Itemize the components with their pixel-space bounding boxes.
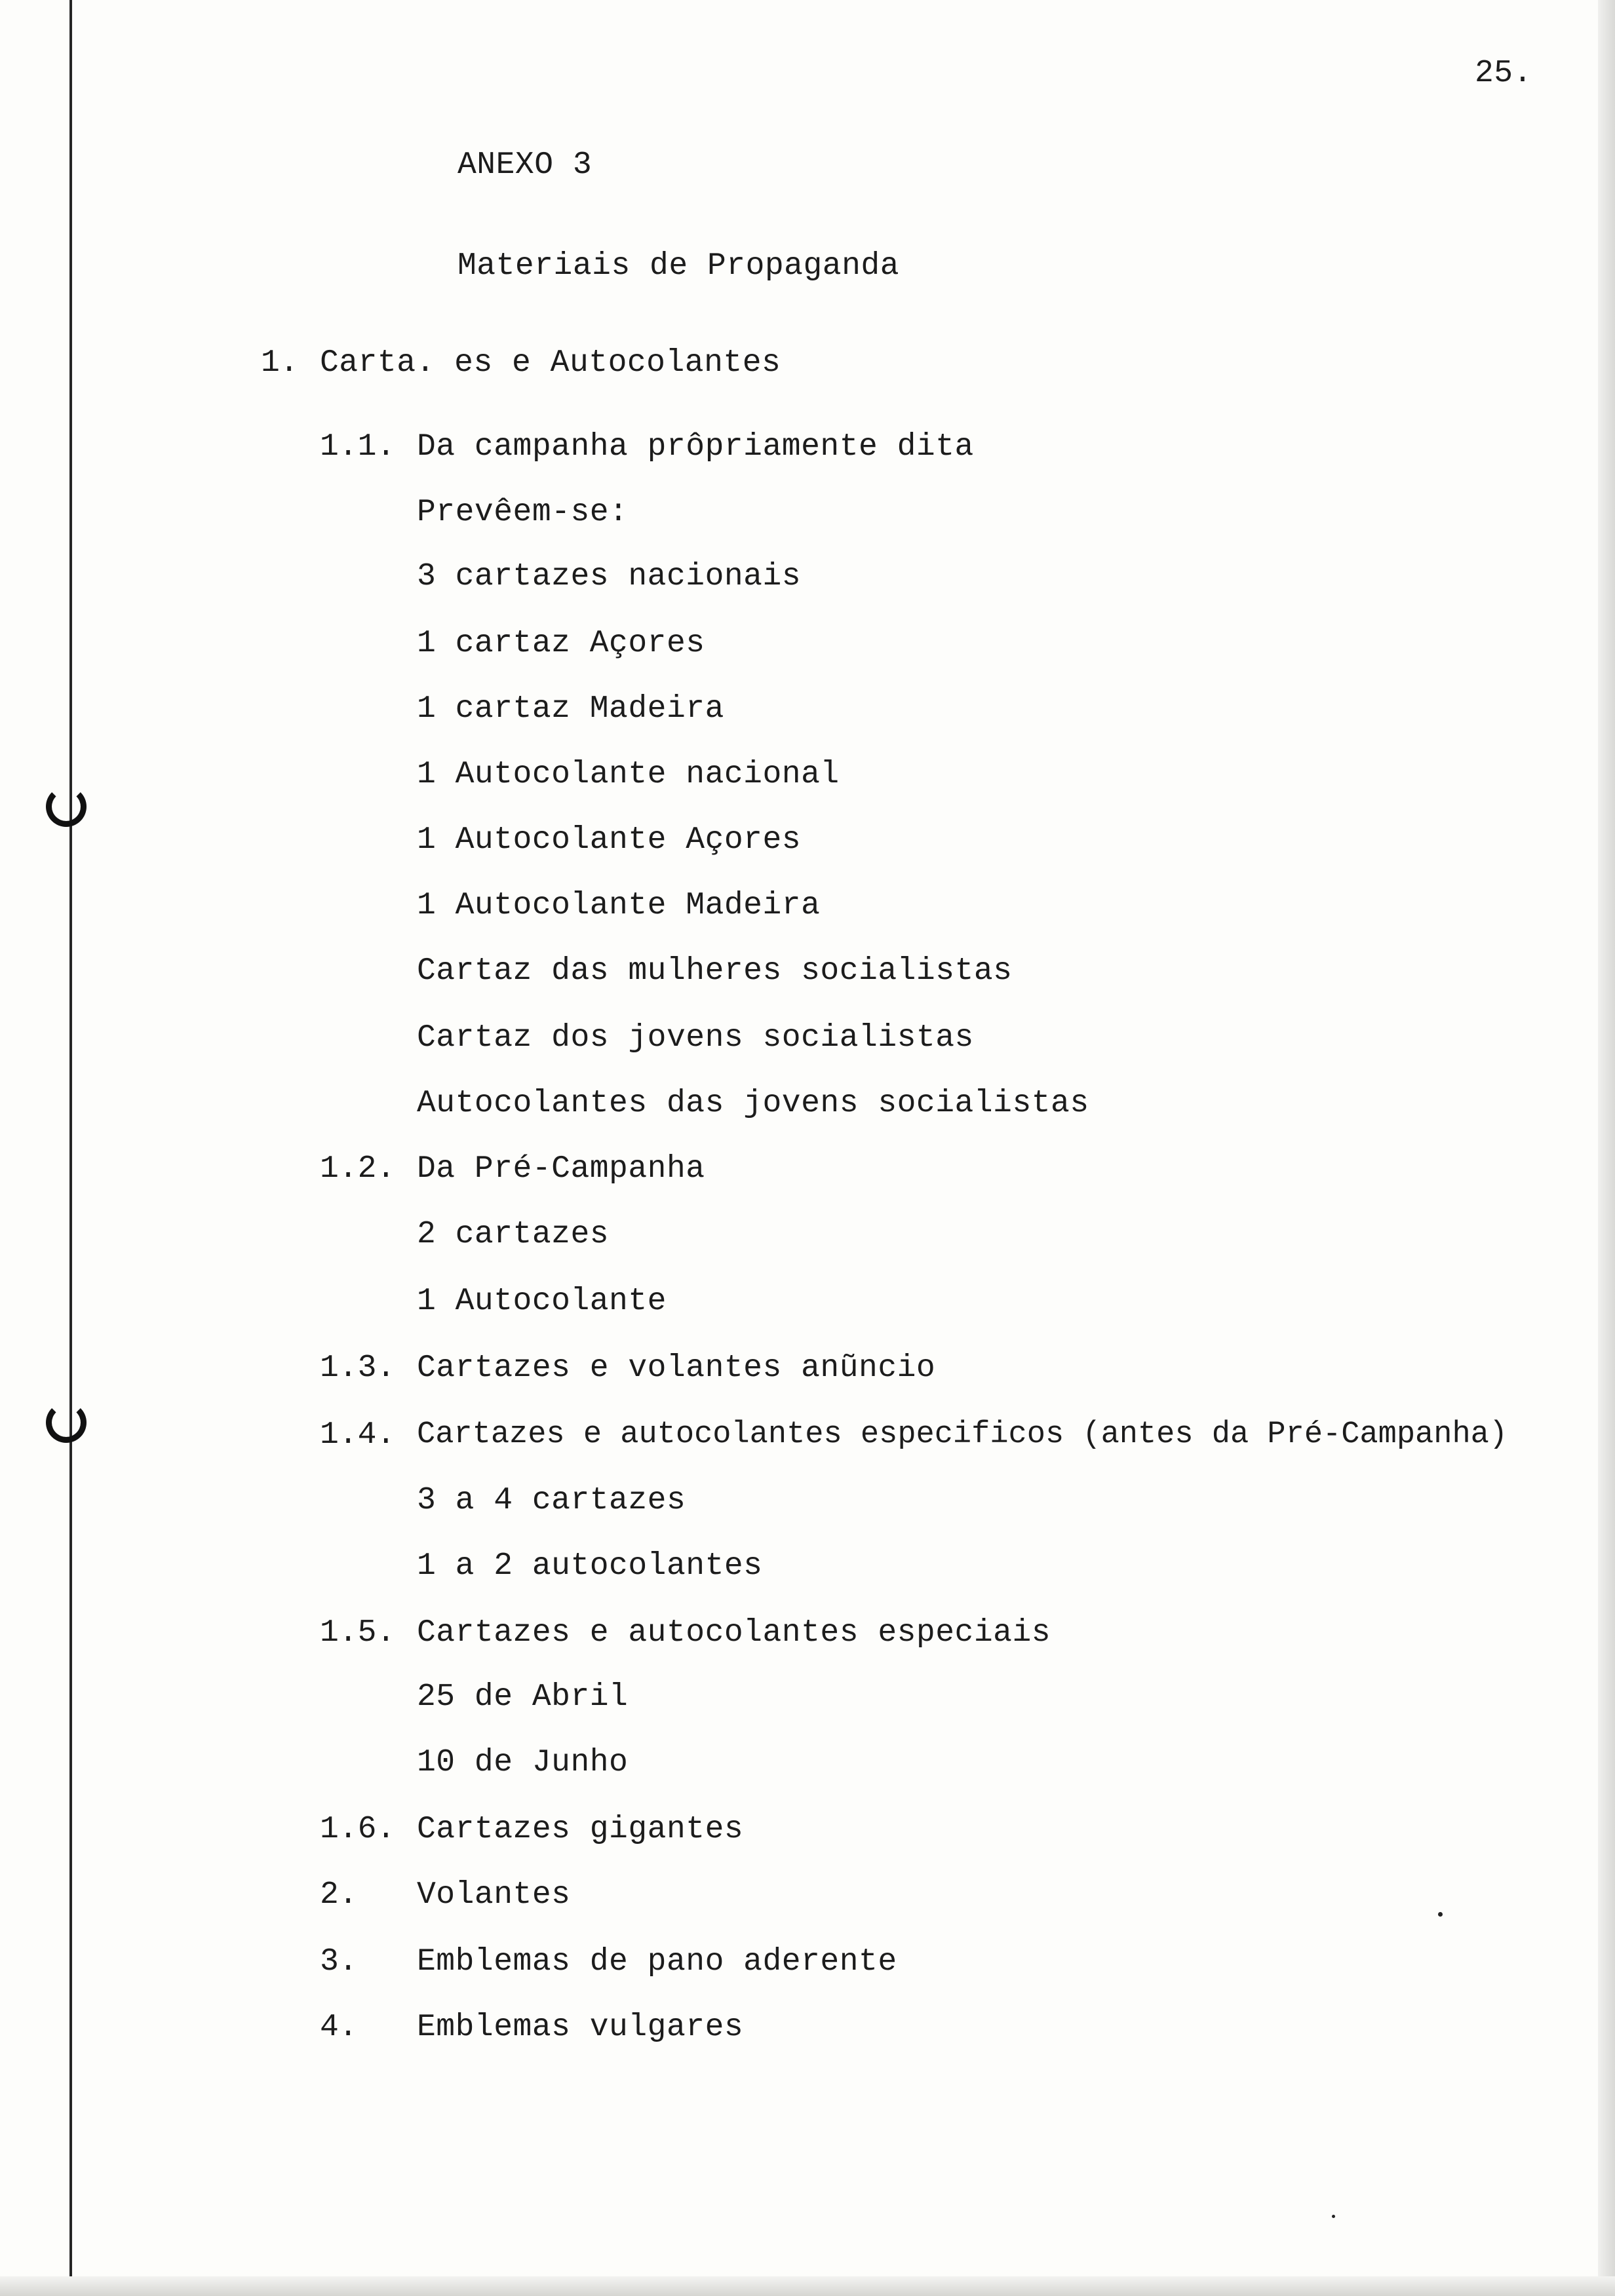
binding-line bbox=[69, 0, 72, 2296]
subsection-number: 1.5. bbox=[320, 1615, 396, 1651]
list-item: Cartaz das mulheres socialistas bbox=[417, 953, 1013, 989]
subsection-number: 1.3. bbox=[320, 1350, 396, 1386]
list-item: 1 cartaz Madeira bbox=[417, 691, 724, 727]
list-item: Prevêem-se: bbox=[417, 495, 629, 530]
section-number: 1. bbox=[261, 345, 299, 381]
subsection-number: 1.4. bbox=[320, 1417, 396, 1453]
list-item: 3 a 4 cartazes bbox=[417, 1483, 686, 1518]
subsection-title: Cartazes e autocolantes especificos (antes da Pré-Campanha) bbox=[417, 1417, 1508, 1452]
speck bbox=[1332, 2215, 1335, 2218]
subsection-title: Cartazes e autocolantes especiais bbox=[417, 1615, 1051, 1651]
document-subtitle: Materiais de Propaganda bbox=[457, 248, 900, 284]
section-title: Emblemas de pano aderente bbox=[417, 1944, 897, 1980]
list-item: 3 cartazes nacionais bbox=[417, 559, 802, 594]
list-item: 25 de Abril bbox=[417, 1679, 629, 1715]
page-edge-bottom bbox=[0, 2276, 1615, 2296]
subsection-title: Cartazes gigantes bbox=[417, 1812, 744, 1847]
page-number: 25. bbox=[1475, 56, 1532, 91]
subsection-number: 1.6. bbox=[320, 1812, 396, 1847]
binder-ring-icon bbox=[46, 1402, 87, 1443]
section-number: 2. bbox=[320, 1877, 358, 1913]
page-edge-right bbox=[1598, 0, 1615, 2296]
section-title: Carta. es e Autocolantes bbox=[320, 345, 781, 381]
section-title: Emblemas vulgares bbox=[417, 2010, 744, 2045]
section-number: 3. bbox=[320, 1944, 358, 1980]
list-item: 10 de Junho bbox=[417, 1745, 629, 1780]
subsection-title: Da Pré-Campanha bbox=[417, 1151, 705, 1187]
section-title: Volantes bbox=[417, 1877, 571, 1913]
list-item: 2 cartazes bbox=[417, 1217, 610, 1252]
subsection-title: Da campanha prôpriamente dita bbox=[417, 429, 974, 465]
subsection-number: 1.2. bbox=[320, 1151, 396, 1187]
binder-ring-icon bbox=[46, 786, 87, 827]
subsection-title: Cartazes e volantes anũncio bbox=[417, 1350, 936, 1386]
list-item: 1 Autocolante nacional bbox=[417, 757, 840, 792]
list-item: 1 Autocolante Madeira bbox=[417, 888, 821, 923]
subsection-number: 1.1. bbox=[320, 429, 396, 465]
list-item: 1 a 2 autocolantes bbox=[417, 1548, 763, 1584]
list-item: Cartaz dos jovens socialistas bbox=[417, 1020, 974, 1056]
list-item: 1 cartaz Açores bbox=[417, 626, 705, 661]
speck bbox=[1438, 1912, 1443, 1917]
section-number: 4. bbox=[320, 2010, 358, 2045]
list-item: 1 Autocolante bbox=[417, 1284, 667, 1319]
annex-title: ANEXO 3 bbox=[457, 147, 593, 183]
list-item: 1 Autocolante Açores bbox=[417, 822, 802, 858]
list-item: Autocolantes das jovens socialistas bbox=[417, 1086, 1089, 1121]
